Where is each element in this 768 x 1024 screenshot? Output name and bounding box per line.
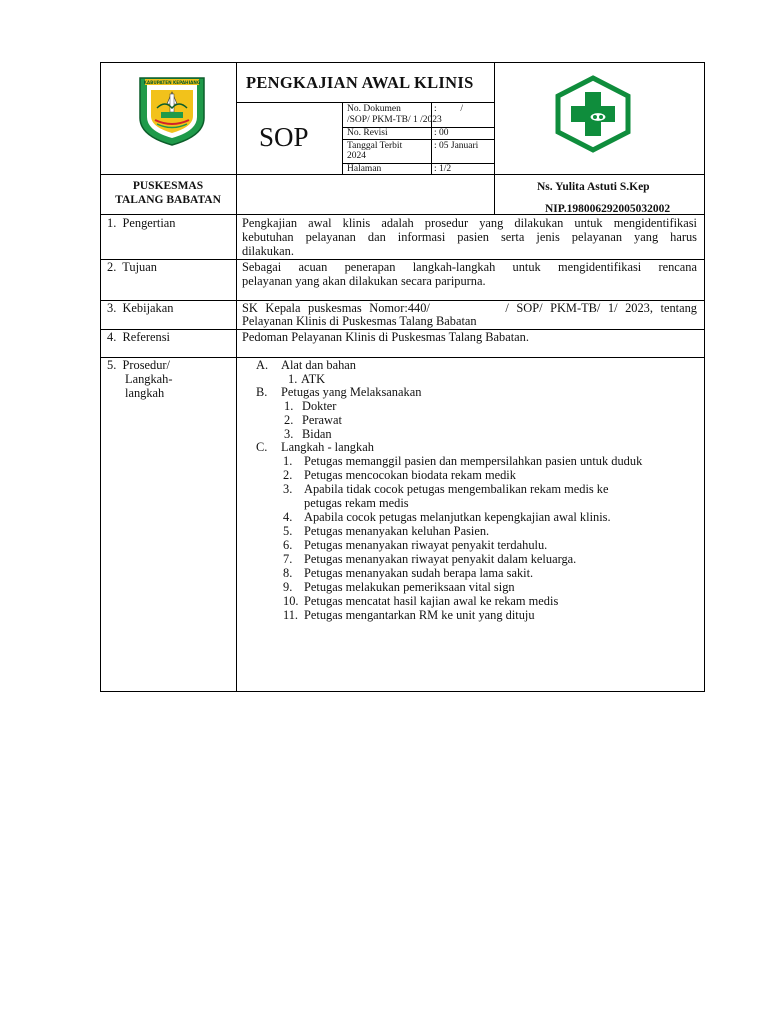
prosedur-c-item-num: 11. — [283, 608, 299, 622]
prosedur-c-item-num: 2. — [283, 468, 293, 482]
prosedur-b-item-text: Bidan — [302, 427, 332, 441]
prosedur-b-item-num: 2. — [284, 413, 294, 427]
section-label-prosedur-2: Langkah- — [125, 372, 173, 386]
docfield-no-dokumen-value: : / — [434, 104, 464, 114]
prosedur-b-marker: B. — [256, 385, 268, 399]
docfield-line-2 — [342, 139, 494, 140]
docfield-tanggal-value: : 05 Januari — [434, 141, 479, 151]
prosedur-c-item-text: Apabila cocok petugas melanjutkan kepengkajian awal klinis. — [304, 510, 611, 524]
prosedur-c-item-text: Petugas melakukan pemeriksaan vital sign — [304, 580, 515, 594]
docfield-halaman-label: Halaman — [347, 164, 382, 174]
prosedur-b-item-num: 1. — [284, 399, 294, 413]
org-name-line2: TALANG BABATAN — [115, 194, 221, 206]
docfield-no-revisi-label: No. Revisi — [347, 128, 388, 138]
prosedur-c-item-text: Petugas mencatat hasil kajian awal ke rekam medis — [304, 594, 559, 608]
kabupaten-logo-icon — [135, 74, 209, 148]
prosedur-c-item-text: petugas rekam medis — [304, 496, 409, 510]
prosedur-c-item-num: 5. — [283, 524, 293, 538]
section-text-kebijakan-2: Pelayanan Klinis di Puskesmas Talang Babatan — [242, 314, 477, 328]
signer-name: Ns. Yulita Astuti S.Kep — [537, 181, 650, 193]
section-text-kebijakan-1: SK Kepala puskesmas Nomor:440/ / SOP/ PKM-TB/ 1/ 2023, tentang — [242, 301, 697, 315]
prosedur-c-item-text: Petugas mengantarkan RM ke unit yang dituju — [304, 608, 535, 622]
title-underline — [236, 102, 494, 103]
docfield-no-dokumen-continued: /SOP/ PKM-TB/ 1 /2023 — [347, 115, 442, 125]
document-title: PENGKAJIAN AWAL KLINIS — [246, 73, 474, 92]
header-bottom-line — [100, 174, 705, 175]
prosedur-c-heading: Langkah - langkah — [281, 440, 374, 454]
sop-label: SOP — [259, 122, 309, 152]
prosedur-c-item-num: 4. — [283, 510, 293, 524]
section-text-referensi-1: Pedoman Pelayanan Klinis di Puskesmas Talang Babatan. — [242, 330, 529, 344]
prosedur-c-item-text: Petugas menanyakan riwayat penyakit terdahulu. — [304, 538, 548, 552]
prosedur-a-item-text: ATK — [301, 372, 326, 386]
section-text-pengertian-3: dilakukan. — [242, 244, 294, 258]
section-label-prosedur-1: 5. Prosedur/ — [107, 358, 170, 372]
section-label-tujuan: 2. Tujuan — [107, 260, 157, 274]
section-text-pengertian-2: kebutuhan pelayanan dan informasi pasien serta jenis pelayanan yang harus — [242, 230, 697, 244]
docfield-halaman-value: : 1/2 — [434, 164, 452, 174]
prosedur-c-item-text: Apabila tidak cocok petugas mengembalikan rekam medis ke — [304, 482, 609, 496]
prosedur-c-item-text: Petugas menanyakan keluhan Pasien. — [304, 524, 490, 538]
prosedur-a-item-num: 1. — [288, 372, 298, 386]
docfield-no-dokumen-label: No. Dokumen — [347, 104, 401, 114]
prosedur-b-item-num: 3. — [284, 427, 294, 441]
section-label-pengertian: 1. Pengertian — [107, 216, 176, 230]
prosedur-b-item-text: Dokter — [302, 399, 337, 413]
prosedur-a-marker: A. — [256, 358, 269, 372]
prosedur-c-item-num: 8. — [283, 566, 293, 580]
section-text-pengertian-1: Pengkajian awal klinis adalah prosedur yang dilakukan untuk mengidentifikasi — [242, 216, 697, 230]
prosedur-c-item-text: Petugas mencocokan biodata rekam medik — [304, 468, 516, 482]
signer-nip: NIP.198006292005032002 — [545, 203, 671, 215]
prosedur-b-heading: Petugas yang Melaksanakan — [281, 385, 422, 399]
header-divider-left — [236, 62, 237, 692]
section-label-kebijakan: 3. Kebijakan — [107, 301, 174, 315]
prosedur-c-marker: C. — [256, 440, 268, 454]
docfield-tanggal-year: 2024 — [347, 151, 366, 161]
prosedur-c-item-text: Petugas menanyakan sudah berapa lama sakit. — [304, 566, 534, 580]
org-name-line1: PUSKESMAS — [132, 180, 204, 192]
section-text-tujuan-2: pelayanan yang akan dilakukan secara paripurna. — [242, 274, 486, 288]
prosedur-c-item-num: 3. — [283, 482, 293, 496]
prosedur-c-item-num: 9. — [283, 580, 293, 594]
prosedur-a-heading: Alat dan bahan — [281, 358, 357, 372]
docfield-tanggal-label: Tanggal Terbit — [347, 141, 403, 151]
puskesmas-logo-icon — [553, 75, 633, 153]
prosedur-c-item-text: Petugas menanyakan riwayat penyakit dalam keluarga. — [304, 552, 577, 566]
prosedur-c-item-num: 10. — [283, 594, 299, 608]
prosedur-c-item-num: 1. — [283, 454, 293, 468]
logo-ribbon-text: KABUPATEN KEPAHIANG — [143, 80, 201, 85]
prosedur-c-item-num: 7. — [283, 552, 293, 566]
prosedur-c-item-num: 6. — [283, 538, 293, 552]
row-line-4 — [100, 357, 705, 358]
section-label-prosedur-3: langkah — [125, 386, 165, 400]
header-divider-right — [494, 62, 495, 214]
docfield-no-revisi-value: : 00 — [434, 128, 449, 138]
section-text-tujuan-1: Sebagai acuan penerapan langkah-langkah untuk mengidentifikasi rencana — [242, 260, 697, 274]
prosedur-c-item-text: Petugas memanggil pasien dan mempersilahkan pasien untuk duduk — [304, 454, 643, 468]
prosedur-b-item-text: Perawat — [302, 413, 342, 427]
section-label-referensi: 4. Referensi — [107, 330, 170, 344]
